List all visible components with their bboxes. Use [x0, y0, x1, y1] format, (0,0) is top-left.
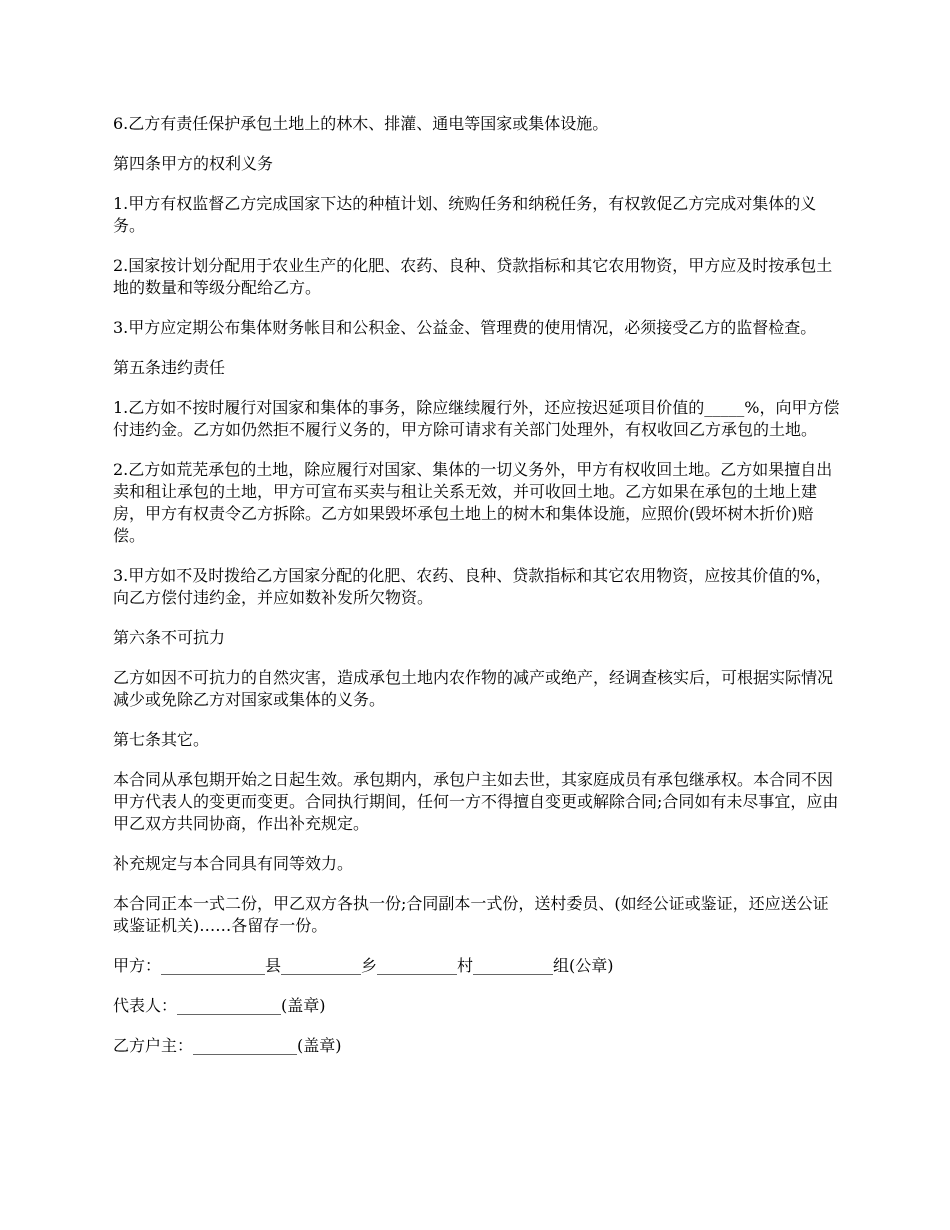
copies-clause: 本合同正本一式二份，甲乙双方各执一份;合同副本一式份，送村委员、(如经公证或鉴证，还应送公证或鉴证机关)……各留存一份。	[113, 894, 829, 935]
clause-4-6: 6.乙方有责任保护承包土地上的林木、排灌、通电等国家或集体设施。	[113, 114, 609, 133]
article-4-item-3: 3.甲方应定期公布集体财务帐目和公积金、公益金、管理费的使用情况，必须接受乙方的监督检查。	[113, 318, 817, 337]
article-4-item-2: 2.国家按计划分配用于农业生产的化肥、农药、良种、贷款指标和其它农用物资，甲方应及时按承包土地的数量和等级分配给乙方。	[113, 256, 833, 297]
article-7-body: 本合同从承包期开始之日起生效。承包期内，承包户主如去世，其家庭成员有承包继承权。本合同不因甲方代表人的变更而变更。合同执行期间，任何一方不得擅自变更或解除合同;合同如有未尽事宜，应由甲乙双方共同协商，作出补充规定。	[113, 770, 839, 833]
party-a-signature-line: 甲方：_____________县__________乡__________村__________组(公章)	[113, 956, 614, 975]
supplement-validity: 补充规定与本合同具有同等效力。	[113, 854, 354, 873]
party-b-signature-line: 乙方户主：_____________(盖章)	[113, 1036, 342, 1055]
article-5-item-2: 2.乙方如荒芜承包的土地，除应履行对国家、集体的一切义务外，甲方有权收回土地。乙方如果擅自出卖和租让承包的土地，甲方可宣布买卖与租让关系无效，并可收回土地。乙方如果在承包的土地上建房，甲方有权责令乙方拆除。乙方如果毁坏承包土地上的树木和集体设施，应照价(毁坏树木折价)赔偿。	[113, 460, 833, 545]
article-5-heading: 第五条违约责任	[113, 358, 226, 377]
article-4-item-1: 1.甲方有权监督乙方完成国家下达的种植计划、统购任务和纳税任务，有权敦促乙方完成对集体的义务。	[113, 194, 817, 235]
document-page	[113, 113, 841, 1075]
article-5-item-1: 1.乙方如不按时履行对国家和集体的事务，除应继续履行外，还应按迟延项目价值的_____%，向甲方偿付违约金。乙方如仍然拒不履行义务的，甲方除可请求有关部门处理外，有权收回乙方承包的土地。	[113, 398, 840, 439]
article-5-item-3: 3.甲方如不及时拨给乙方国家分配的化肥、农药、良种、贷款指标和其它农用物资，应按其价值的%，向乙方偿付违约金，并应如数补发所欠物资。	[113, 566, 832, 607]
article-4-heading: 第四条甲方的权利义务	[113, 154, 274, 173]
representative-signature-line: 代表人：_____________(盖章)	[113, 996, 326, 1015]
article-6-body: 乙方如因不可抗力的自然灾害，造成承包土地内农作物的减产或绝产，经调查核实后，可根据实际情况减少或免除乙方对国家或集体的义务。	[113, 668, 834, 709]
article-7-heading: 第七条其它。	[113, 730, 210, 749]
article-6-heading: 第六条不可抗力	[113, 628, 226, 647]
